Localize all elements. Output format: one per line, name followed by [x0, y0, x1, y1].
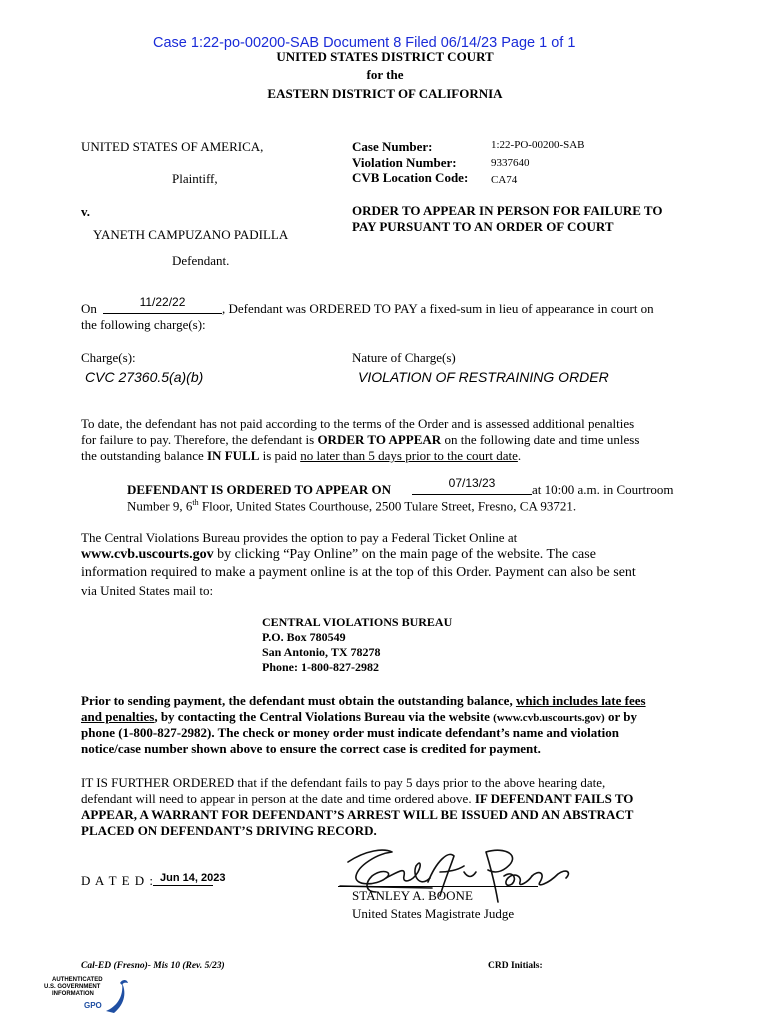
nature-label: Nature of Charge(s) — [352, 350, 456, 365]
case-number-label: Case Number: — [352, 139, 433, 154]
crd-initials-label: CRD Initials: — [488, 961, 543, 971]
cvb-location-value: CA74 — [491, 174, 518, 186]
appear-location: Number 9, 6th Floor, United States Courthouse, 2500 Tulare Street, Fresno, CA 93721. — [127, 498, 577, 514]
address-line2: P.O. Box 780549 — [262, 630, 346, 644]
online-line3: information required to make a payment online is at the top of this Order. Payment can also be sent — [81, 565, 636, 580]
signature-line — [338, 886, 538, 887]
violation-number-value: 9337640 — [491, 157, 530, 169]
gpo-authentication-logo: AUTHENTICATED U.S. GOVERNMENT INFORMATION GPO — [44, 977, 134, 1021]
further-line2: defendant will need to appear in person at the date and time ordered above. IF DEFENDANT FAILS TO — [81, 791, 634, 806]
form-id: Cal-ED (Fresno)- Mis 10 (Rev. 5/23) — [81, 961, 225, 971]
dated-value: Jun 14, 2023 — [160, 872, 226, 884]
prior-line4: notice/case number shown above to ensure the correct case is credited for payment. — [81, 741, 541, 756]
plaintiff-name: UNITED STATES OF AMERICA, — [81, 139, 264, 154]
ordered-text-line1: , Defendant was ORDERED TO PAY a fixed-sum in lieu of appearance in court on — [222, 301, 654, 316]
unpaid-line1: To date, the defendant has not paid according to the terms of the Order and is assessed additional penalties — [81, 416, 635, 431]
further-line4: PLACED ON DEFENDANT’S DRIVING RECORD. — [81, 823, 377, 838]
unpaid-line3: the outstanding balance IN FULL is paid no later than 5 days prior to the court date. — [81, 448, 522, 463]
appear-date-value: 07/13/23 — [448, 476, 496, 490]
defendant-label: Defendant. — [172, 253, 230, 268]
charge-value: CVC 27360.5(a)(b) — [85, 369, 204, 385]
prior-line1: Prior to sending payment, the defendant must obtain the outstanding balance, which includes late fees — [81, 693, 646, 708]
charge-label: Charge(s): — [81, 350, 136, 365]
further-line3: APPEAR, A WARRANT FOR DEFENDANT’S ARREST WILL BE ISSUED AND AN ABSTRACT — [81, 807, 634, 822]
judge-name: STANLEY A. BOONE — [352, 888, 473, 903]
defendant-name: YANETH CAMPUZANO PADILLA — [93, 227, 289, 242]
ordered-date-value: 11/22/22 — [139, 295, 186, 309]
violation-number-label: Violation Number: — [352, 155, 457, 170]
cvb-location-label: CVB Location Code: — [352, 170, 469, 185]
online-line4: via United States mail to: — [81, 583, 214, 598]
appear-time: at 10:00 a.m. in Courtroom — [532, 482, 674, 497]
appear-label: DEFENDANT IS ORDERED TO APPEAR ON — [127, 482, 392, 497]
court-district: EASTERN DISTRICT OF CALIFORNIA — [267, 86, 503, 101]
court-for-the: for the — [366, 67, 404, 82]
plaintiff-label: Plaintiff, — [172, 171, 218, 186]
order-title-line2: PAY PURSUANT TO AN ORDER OF COURT — [352, 219, 614, 234]
dated-line — [153, 885, 213, 886]
ordered-text-line2: the following charge(s): — [81, 317, 206, 332]
versus-label: v. — [81, 204, 91, 219]
address-line1: CENTRAL VIOLATIONS BUREAU — [262, 615, 453, 629]
case-number-value: 1:22-PO-00200-SAB — [491, 139, 585, 151]
dated-label: D A T E D : — [81, 873, 155, 888]
nature-value: VIOLATION OF RESTRAINING ORDER — [358, 369, 609, 385]
order-title-line1: ORDER TO APPEAR IN PERSON FOR FAILURE TO — [352, 203, 663, 218]
further-line1: IT IS FURTHER ORDERED that if the defendant fails to pay 5 days prior to the above hearing date, — [81, 775, 606, 790]
prior-line3: phone (1-800-827-2982). The check or money order must indicate defendant’s name and violation — [81, 725, 619, 740]
eagle-icon — [102, 977, 130, 1017]
prior-line2: and penalties, by contacting the Central Violations Bureau via the website (www.cvb.uscourts.gov) or by — [81, 709, 637, 724]
judge-title: United States Magistrate Judge — [352, 906, 515, 921]
online-line1: The Central Violations Bureau provides the option to pay a Federal Ticket Online at — [81, 530, 518, 545]
ordered-date-line — [103, 313, 222, 314]
address-line3: San Antonio, TX 78278 — [262, 645, 381, 659]
court-name: UNITED STATES DISTRICT COURT — [276, 49, 494, 64]
online-line2: www.cvb.uscourts.gov by clicking “Pay Online” on the main page of the website. The case — [81, 547, 596, 562]
appear-date-line — [412, 494, 532, 495]
unpaid-line2: for failure to pay. Therefore, the defendant is ORDER TO APPEAR on the following date and time unless — [81, 432, 640, 447]
cvb-website-link[interactable]: www.cvb.uscourts.gov — [81, 547, 214, 562]
court-filing-stamp: Case 1:22-po-00200-SAB Document 8 Filed 06/14/23 Page 1 of 1 — [153, 35, 576, 51]
ordered-on-label: On — [81, 301, 97, 316]
address-line4: Phone: 1-800-827-2982 — [262, 660, 379, 674]
